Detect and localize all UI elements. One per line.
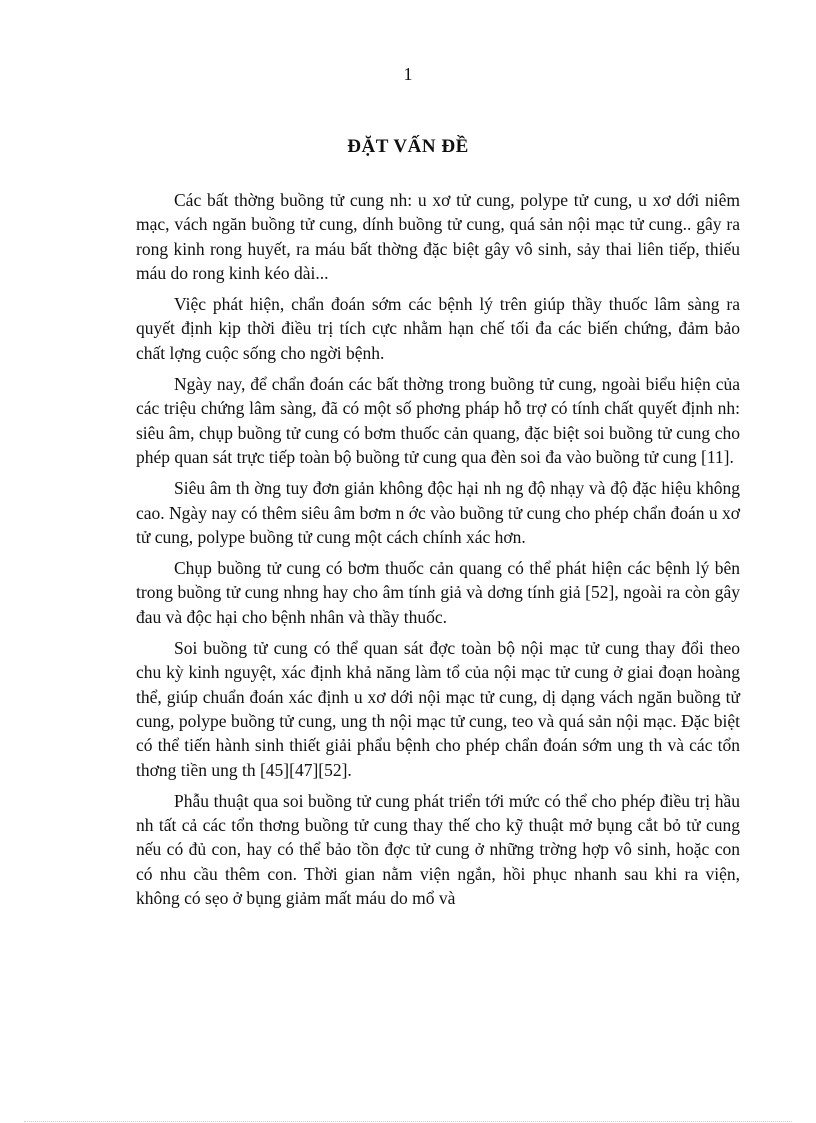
paragraph: Ngày nay, để chẩn đoán các bất thờng trong buồng tử cung, ngoài biểu hiện của các triệu chứng lâm sàng, đã có một số phơng pháp hỗ trợ có tính chất quyết định nh: siêu âm, chụp buồng tử cung có bơm thuốc cản quang, đặc biệt soi buồng tử cung cho phép quan sát trực tiếp toàn bộ buồng tử cung qua đèn soi đa vào buồng tử cung [11]. [136, 374, 740, 467]
page-title: ĐẶT VẤN ĐỀ [347, 136, 469, 157]
body-text [136, 188, 740, 917]
paragraph: Phẫu thuật qua soi buồng tử cung phát triển tới mức có thể cho phép điều trị hầu nh tất cả các tổn thơng buồng tử cung thay thế cho kỹ thuật mở bụng cắt bỏ tử cung nếu có đủ con, hay có thể bảo tồn đợc tử cung ở những trờng hợp vô sinh, hoặc con có nhu cầu thêm con. Thời gian nằm viện ngắn, hồi phục nhanh sau khi ra viện, không có sẹo ở bụng giảm mất máu do mổ và [136, 790, 740, 909]
paragraph: Siêu âm th ờng tuy đơn giản không độc hại nh ng độ nhạy và độ đặc hiệu không cao. Ngày nay có thêm siêu âm bơm n ớc vào buồng tử cung cho phép chẩn đoán u xơ tử cung, polype buồng tử cung một cách chính xác hơn. [136, 478, 740, 547]
page-bottom-divider [24, 1121, 792, 1122]
paragraph: Các bất thờng buồng tử cung nh: u xơ tử cung, polype tử cung, u xơ dới niêm mạc, vách ngăn buồng tử cung, dính buồng tử cung, quá sản nội mạc tử cung.. gây ra rong kinh rong huyết, ra máu bất thờng đặc biệt gây vô sinh, sảy thai liên tiếp, thiếu máu do rong kinh kéo dài... [136, 190, 740, 283]
paragraph: Soi buồng tử cung có thể quan sát đợc toàn bộ nội mạc tử cung thay đổi theo chu kỳ kinh nguyệt, xác định khả năng làm tổ của nội mạc tử cung ở giai đoạn hoàng thể, giúp chuẩn đoán xác định u xơ dới nội mạc tử cung, dị dạng vách ngăn buồng tử cung, polype buồng tử cung, ung th nội mạc tử cung, teo và quá sản nội mạc. Đặc biệt có thể tiến hành sinh thiết giải phẩu bệnh cho phép chẩn đoán sớm ung th và các tổn thơng tiền ung th [45][47][52]. [136, 638, 740, 780]
paragraph: Chụp buồng tử cung có bơm thuốc cản quang có thể phát hiện các bệnh lý bên trong buồng tử cung nhng hay cho âm tính giả và dơng tính giả [52], ngoài ra còn gây đau và độc hại cho bệnh nhân và thầy thuốc. [136, 558, 740, 627]
paragraph: Việc phát hiện, chẩn đoán sớm các bệnh lý trên giúp thầy thuốc lâm sàng ra quyết định kịp thời điều trị tích cực nhằm hạn chế tối đa các biến chứng, đảm bảo chất lợng cuộc sống cho ngời bệnh. [136, 294, 740, 363]
page-number: 1 [403, 64, 413, 84]
